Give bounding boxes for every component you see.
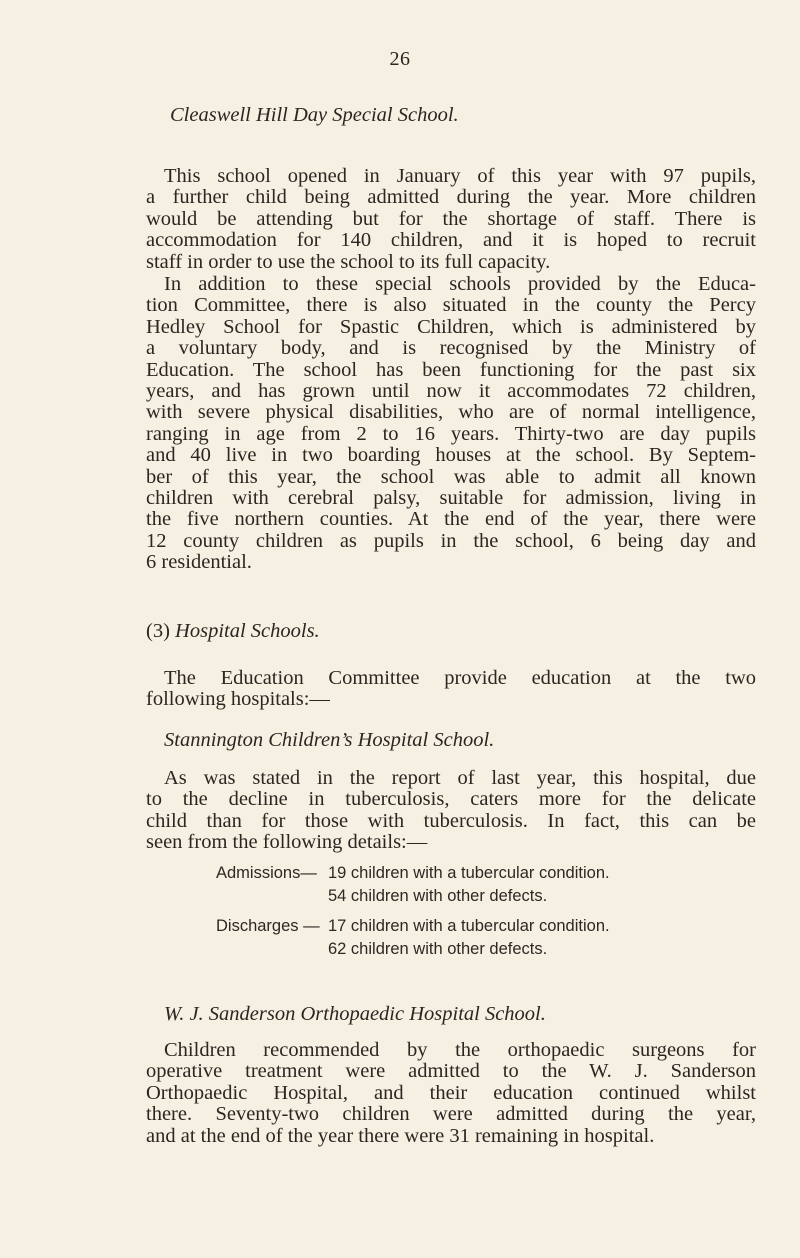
- discharges-group: [216, 915, 610, 961]
- text-line: In addition to these special schools provided by the Educa-: [164, 273, 756, 295]
- text-line: to the decline in tuberculosis, caters more for the delicate: [146, 788, 756, 811]
- text-line: the five northern counties. At the end of the year, there were: [146, 508, 756, 531]
- text-line: and at the end of the year there were 31 remaining in hospital.: [146, 1124, 655, 1147]
- admissions-row: 19 children with a tubercular condition.: [328, 864, 610, 882]
- text-line: 12 county children as pupils in the school, 6 being day and: [146, 529, 756, 552]
- stannington-paragraph: [146, 768, 756, 854]
- text-line: with severe physical disabilities, who are of normal intelligence,: [146, 401, 756, 424]
- discharges-row: 62 children with other defects.: [328, 940, 548, 958]
- text-line: Hedley School for Spastic Children, which is administered by: [146, 315, 756, 338]
- text-line: The Education Committee provide education at the two: [164, 667, 756, 689]
- admissions-row: 54 children with other defects.: [328, 887, 548, 905]
- text-line: 6 residential.: [146, 551, 252, 574]
- section-title: Hospital Schools.: [175, 620, 320, 642]
- hospital-schools-heading: [146, 620, 320, 643]
- text-line: seen from the following details:—: [146, 831, 428, 854]
- text-line: Children recommended by the orthopaedic surgeons for: [164, 1039, 756, 1061]
- text-line: following hospitals:—: [146, 688, 330, 711]
- percy-hedley-paragraph: [146, 274, 756, 574]
- admissions-group: [216, 862, 610, 908]
- cleaswell-heading: Cleaswell Hill Day Special School.: [170, 104, 459, 126]
- text-line: years, and has grown until now it accommodates 72 children,: [146, 380, 756, 403]
- stannington-heading: Stannington Children’s Hospital School.: [164, 729, 495, 751]
- text-line: staff in order to use the school to its full capacity.: [146, 250, 551, 273]
- hospital-schools-intro: [146, 668, 756, 711]
- text-line: Orthopaedic Hospital, and their education continued whilst: [146, 1081, 756, 1104]
- text-line: ranging in age from 2 to 16 years. Thirty-two are day pupils: [146, 422, 756, 445]
- admissions-label: Admissions—: [216, 864, 317, 882]
- text-line: operative treatment were admitted to the W. J. Sanderson: [146, 1060, 756, 1083]
- text-line: a further child being admitted during the year. More children: [146, 186, 756, 209]
- sanderson-heading: W. J. Sanderson Orthopaedic Hospital School.: [164, 1003, 546, 1025]
- sanderson-paragraph: [146, 1040, 756, 1147]
- text-line: a voluntary body, and is recognised by the Ministry of: [146, 337, 756, 360]
- text-line: would be attending but for the shortage of staff. There is: [146, 207, 756, 230]
- text-line: there. Seventy-two children were admitted during the year,: [146, 1103, 756, 1126]
- text-line: children with cerebral palsy, suitable for admission, living in: [146, 487, 756, 510]
- page-number: 26: [389, 48, 411, 70]
- text-line: child than for those with tuberculosis. In fact, this can be: [146, 809, 756, 832]
- text-line: tion Committee, there is also situated in the county the Percy: [146, 294, 756, 317]
- text-line: and 40 live in two boarding houses at the school. By Septem-: [146, 444, 756, 467]
- discharges-label: Discharges —: [216, 917, 320, 935]
- cleaswell-paragraph: [146, 166, 756, 273]
- stannington-details: [216, 862, 610, 968]
- text-line: As was stated in the report of last year, this hospital, due: [164, 767, 756, 789]
- discharges-row: 17 children with a tubercular condition.: [328, 917, 610, 935]
- section-number: (3): [146, 620, 170, 642]
- text-line: This school opened in January of this year with 97 pupils,: [164, 165, 756, 187]
- text-line: Education. The school has been functioning for the past six: [146, 358, 756, 381]
- text-line: ber of this year, the school was able to admit all known: [146, 465, 756, 488]
- text-line: accommodation for 140 children, and it is hoped to recruit: [146, 229, 756, 252]
